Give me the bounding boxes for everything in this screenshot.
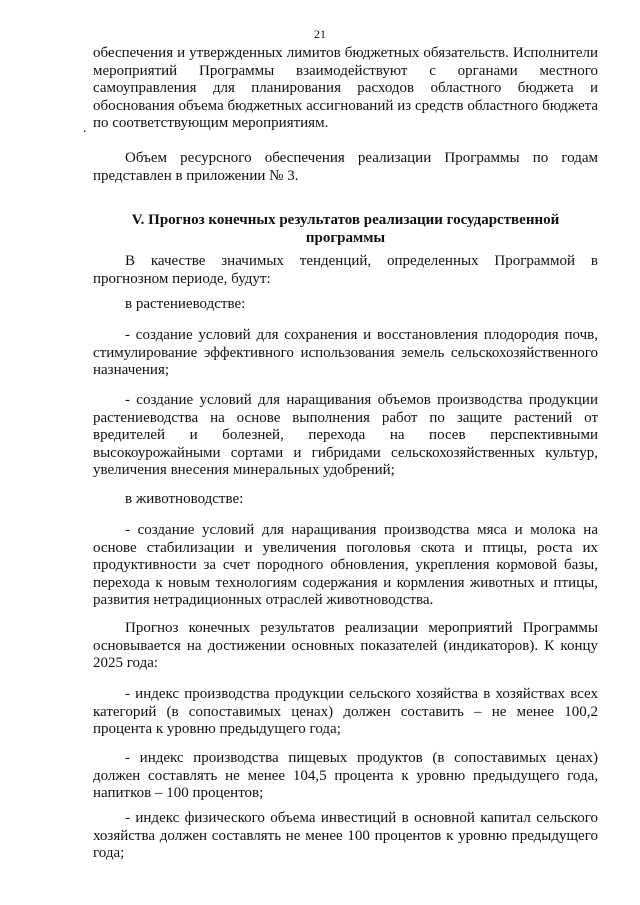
- paragraph: Объем ресурсного обеспечения реализации Программы по годам представлен в приложении № 3.: [93, 150, 598, 184]
- paragraph: в растениеводстве:: [125, 296, 246, 312]
- paragraph: обеспечения и утвержденных лимитов бюджетных обязательств. Исполнители мероприятий Программы взаимодействуют с органами местного самоуправления для планирования расходов областного бюджета и обоснования объема бюджетных ассигнований из средств областного бюджета по соответствующим мероприятиям.: [93, 45, 598, 131]
- list-item: - индекс производства пищевых продуктов (в сопоставимых ценах) должен составлять не менее 104,5 процента к уровню предыдущего года, напитков – 100 процентов;: [93, 750, 598, 801]
- list-item: - создание условий для наращивания объемов производства продукции растениеводства на основе выполнения работ по защите растений от вредителей и болезней, перехода на посев перспективными высокоурожайными сортами и гибридами сельскохозяйственных культур, увеличения внесения минеральных удобрений;: [93, 392, 598, 478]
- paragraph: в животноводстве:: [125, 491, 244, 507]
- list-item: - индекс физического объема инвестиций в основной капитал сельского хозяйства должен составлять не менее 100 процентов к уровню предыдущего года;: [93, 810, 598, 861]
- list-item: - индекс производства продукции сельского хозяйства в хозяйствах всех категорий (в сопоставимых ценах) должен составить – не менее 100,2 процента к уровню предыдущего года;: [93, 686, 598, 737]
- list-item: - создание условий для наращивания производства мяса и молока на основе стабилизации и увеличения поголовья скота и птицы, роста их продуктивности за счет породного обновления, укрепления кормовой базы, перехода к новым технологиям содержания и кормления животных и птицы, развития нетрадиционных отраслей животноводства.: [93, 522, 598, 608]
- section-heading: V. Прогноз конечных результатов реализации государственной программы: [131, 212, 560, 246]
- page-number: 21: [314, 27, 326, 41]
- list-item: - создание условий для сохранения и восстановления плодородия почв, стимулирование эффективного использования земель сельскохозяйственного назначения;: [93, 327, 598, 378]
- paragraph: В качестве значимых тенденций, определенных Программой в прогнозном периоде, будут:: [93, 253, 598, 287]
- margin-mark: .: [83, 121, 87, 136]
- paragraph: Прогноз конечных результатов реализации мероприятий Программы основывается на достижении основных показателей (индикаторов). К концу 2025 года:: [93, 620, 598, 671]
